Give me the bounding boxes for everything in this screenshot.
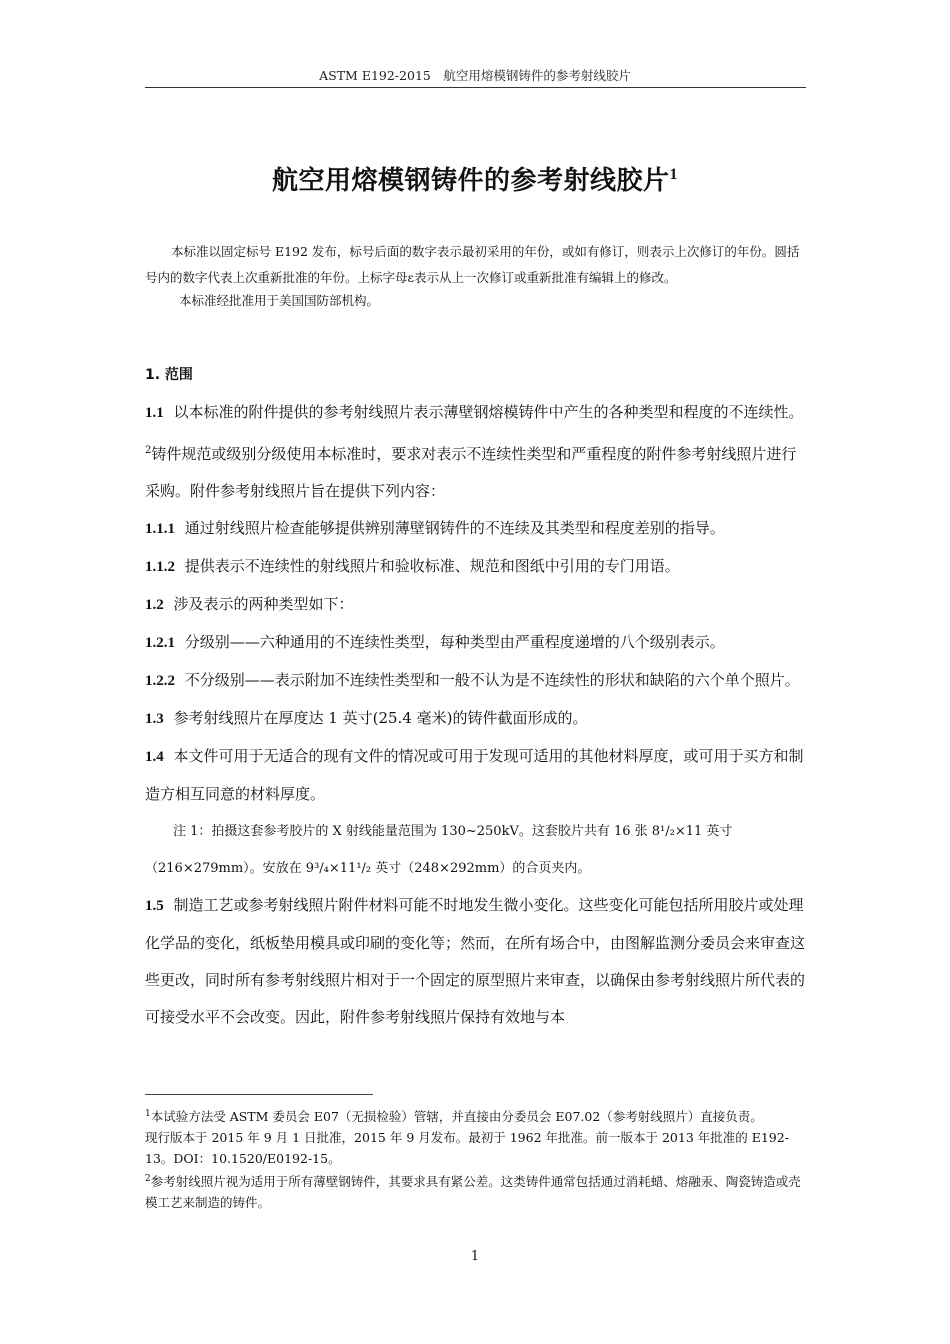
clause-text-cont: 铸件规范或级别分级使用本标准时，要求对表示不连续性类型和严重程度的附件参考射线照片进行采购。附件参考射线照片旨在提供下列内容： — [145, 445, 797, 500]
clause-1-2-2 — [145, 662, 807, 700]
clause-1-1-1 — [145, 510, 807, 548]
header-rule — [145, 87, 806, 88]
title-text: 航空用熔模钢铸件的参考射线胶片 — [271, 166, 670, 196]
clause-text: 涉及表示的两种类型如下： — [173, 595, 354, 613]
clause-number: 1.1 — [145, 405, 164, 421]
running-header: ASTM E192-2015 航空用熔模钢铸件的参考射线胶片 — [319, 68, 631, 83]
clause-number: 1.2.1 — [145, 635, 175, 651]
title-footnote-mark: 1 — [669, 166, 678, 183]
footnote-1-cont: 现行版本于 2015 年 9 月 1 日批准，2015 年 9 月发布。最初于 1962 年批准。前一版本于 2013 年批准的 E192-13。DOI：10.1520/E0192-15。 — [145, 1130, 789, 1166]
intro-paragraph-2: 本标准经批准用于美国国防部机构。 — [179, 293, 380, 308]
clause-1-2 — [145, 586, 807, 624]
footnote-ref: 2 — [145, 445, 152, 456]
clause-number: 1.2.2 — [145, 673, 175, 689]
footnotes — [145, 1104, 807, 1213]
footnote-1 — [145, 1104, 807, 1127]
clause-1-1 — [145, 394, 807, 510]
clause-number: 1.2 — [145, 597, 164, 613]
clause-1-2-1 — [145, 624, 807, 662]
clause-text: 本文件可用于无适合的现有文件的情况或可用于发现可适用的其他材料厚度，或可用于买方和制造方相互同意的材料厚度。 — [145, 747, 804, 803]
clause-text: 不分级别——表示附加不连续性类型和一般不认为是不连续性的形状和缺陷的六个单个照片。 — [184, 671, 800, 689]
clause-number: 1.5 — [145, 898, 164, 914]
clause-1-3 — [145, 700, 807, 738]
note-1: 注 1：拍摄这套参考胶片的 X 射线能量范围为 130~250kV。这套胶片共有 16 张 8¹/₂×11 英寸（216×279mm）。安放在 9³/₄×11¹/₂ 英寸（248×292mm）的合页夹内。 — [145, 824, 733, 876]
section-1 — [145, 357, 807, 1036]
clause-text: 提供表示不连续性的射线照片和验收标准、规范和图纸中引用的专门用语。 — [184, 557, 680, 575]
intro-paragraph-1: 本标准以固定标号 E192 发布，标号后面的数字表示最初采用的年份，或如有修订，则表示上次修订的年份。圆括号内的数字代表上次重新批准的年份。上标字母ε表示从上一次修订或重新批准有编辑上的修改。 — [145, 244, 800, 285]
clause-number: 1.1.2 — [145, 559, 175, 575]
section-heading: 1. 范围 — [145, 367, 193, 383]
footnote-text: 本试验方法受 ASTM 委员会 E07（无损检验）管辖，并直接由分委员会 E07.02（参考射线照片）直接负责。 — [150, 1109, 763, 1124]
page-number: 1 — [470, 1249, 480, 1264]
clause-text: 制造工艺或参考射线照片附件材料可能不时地发生微小变化。这些变化可能包括所用胶片或处理化学品的变化，纸板垫用模具或印刷的变化等；然而，在所有场合中，由图解监测分委员会来审查这些更改，同时所有参考射线照片相对于一个固定的原型照片来审查，以确保由参考射线照片所代表的可接受水平不会改变。因此，附件参考射线照片保持有效地与本 — [145, 896, 806, 1026]
clause-text: 以本标准的附件提供的参考射线照片表示薄壁钢熔模铸件中产生的各种类型和程度的不连续性。 — [173, 403, 804, 421]
footnote-mark: 1 — [145, 1109, 151, 1119]
clause-text: 分级别——六种通用的不连续性类型，每种类型由严重程度递增的八个级别表示。 — [184, 633, 725, 651]
clause-number: 1.1.1 — [145, 521, 175, 537]
clause-1-5 — [145, 887, 807, 1036]
clause-number: 1.4 — [145, 749, 164, 765]
clause-1-4 — [145, 738, 807, 813]
clause-1-1-2 — [145, 548, 807, 586]
footnote-rule — [145, 1094, 373, 1095]
clause-text: 通过射线照片检查能够提供辨别薄壁钢铸件的不连续及其类型和程度差别的指导。 — [184, 519, 725, 537]
clause-number: 1.3 — [145, 711, 164, 727]
footnote-text: 参考射线照片视为适用于所有薄壁钢铸件，其要求具有紧公差。这类铸件通常包括通过消耗蜡、熔融汞、陶瓷铸造或壳模工艺来制造的铸件。 — [145, 1174, 801, 1210]
clause-text: 参考射线照片在厚度达 1 英寸(25.4 毫米)的铸件截面形成的。 — [173, 709, 588, 727]
footnote-mark: 2 — [145, 1174, 151, 1184]
footnote-2 — [145, 1169, 807, 1213]
document-title — [145, 160, 805, 197]
